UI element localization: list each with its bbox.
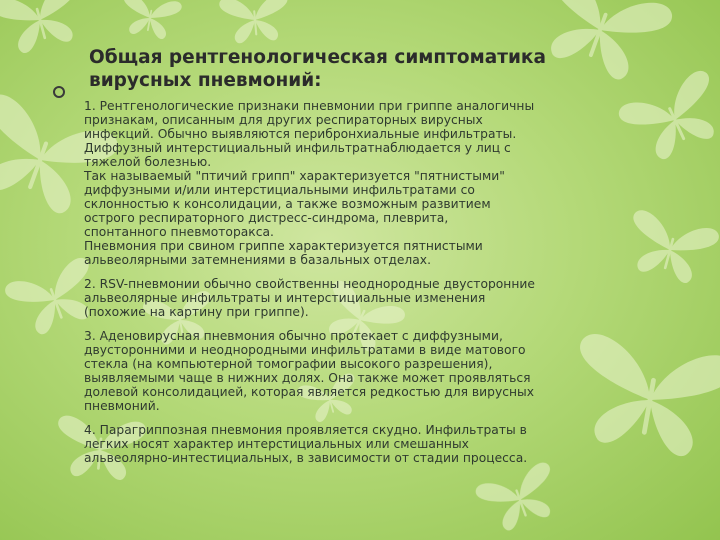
paragraph-influenza: 1. Рентгенологические признаки пневмонии при гриппе аналогичны признакам, описанным для других респираторных вирусных инфекций. Обычно выявляются перибронхиальные инфильтраты. Диффузный интерстициальный инфильтратнаблюдается у лиц с тяжелой болезнью. Так называемый "птичий грипп" характеризуется "пятнистыми" диффузными и/или интерстициальными инфильтратами со склонностью к консолидации, а также возможным развитием острого респираторного дистресс-синдрома, плеврита, спонтанного пневмоторакса. Пневмония при свином гриппе характеризуется пятнистыми альвеолярными затемнениями в базальных отделах. [84,99,535,267]
paragraph-rsv: 2. RSV-пневмонии обычно свойственны неоднородные двусторонние альвеолярные инфильтраты и интерстициальные изменения (похожие на картину при гриппе). [84,277,535,319]
butterfly-icon [474,460,566,537]
butterfly-icon [0,0,90,59]
butterfly-icon [219,0,291,45]
paragraph-parainfluenza: 4. Парагриппозная пневмония проявляется скудно. Инфильтраты в легких носят характер интерстициальных или смешанных альвеолярно-интестициальных, в зависимости от стадии процесса. [84,423,528,465]
circle-bullet-icon [53,86,65,98]
slide-title: Общая рентгенологическая симптоматика вирусных пневмоний: [89,47,546,91]
paragraph-adenovirus: 3. Аденовирусная пневмония обычно протекает с диффузными, двусторонними и неоднородными инфильтратами в виде матового стекла (на компьютерной томографии высокого разрешения), выявляемыми чаще в нижних долях. Она также может проявляться долевой консолидацией, которая является редкостью для вирусных пневмоний. [84,329,535,413]
slide-body [84,99,694,465]
butterfly-icon [118,0,183,42]
